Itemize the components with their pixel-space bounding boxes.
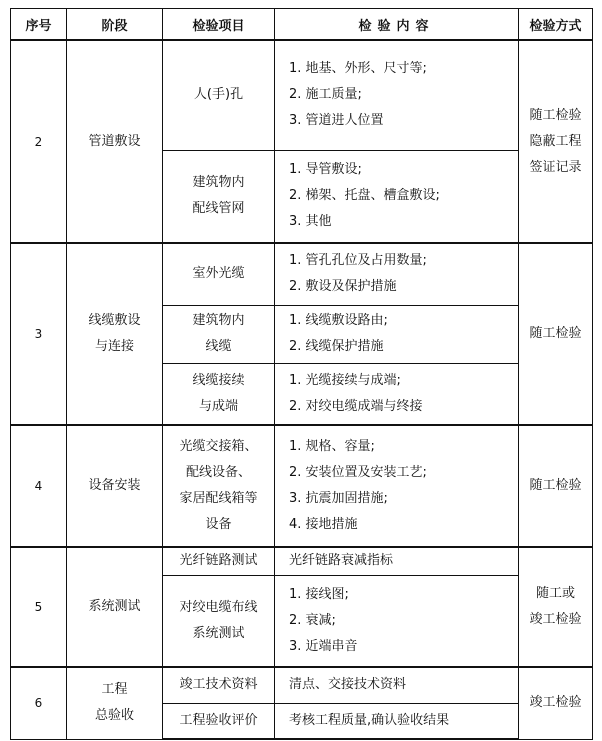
- method-line: 隐蔽工程: [529, 133, 582, 149]
- stage-line: 管道敷设: [88, 133, 141, 149]
- item-line: 与成端: [198, 398, 238, 414]
- content-line: 1. 光缆接续与成端;: [289, 372, 401, 388]
- item-cell: [163, 243, 275, 305]
- content-line: 清点、交接技术资料: [289, 677, 407, 693]
- table-row: [11, 667, 593, 703]
- item-line: 光纤链路测试: [179, 553, 258, 569]
- method-cell: [519, 547, 593, 667]
- stage-cell: [67, 40, 163, 243]
- item-line: 线缆: [205, 339, 232, 354]
- stage-line: 与连接: [94, 339, 134, 354]
- content-line: 1. 导管敷设;: [289, 162, 362, 178]
- method-line: 随工检验: [529, 107, 582, 123]
- item-line: 工程验收评价: [179, 712, 258, 728]
- header-row: [11, 9, 593, 41]
- stage-line: 系统测试: [88, 599, 141, 614]
- method-cell: [519, 40, 593, 243]
- item-cell: [163, 40, 275, 150]
- stage-line: 设备安装: [88, 478, 141, 493]
- content-line: 2. 施工质量;: [289, 87, 362, 103]
- stage-cell: [67, 547, 163, 667]
- content-cell: [275, 703, 519, 739]
- header-method: 检验方式: [519, 9, 593, 41]
- table-row: [11, 547, 593, 575]
- item-cell: [163, 667, 275, 703]
- item-line: 系统测试: [192, 625, 245, 641]
- method-cell: [519, 243, 593, 425]
- item-line: 对绞电缆布线: [179, 599, 258, 615]
- item-line: 线缆接续: [192, 372, 245, 388]
- header-item: 检验项目: [163, 9, 275, 41]
- header-no: 序号: [11, 9, 67, 41]
- content-line: 2. 线缆保护措施: [289, 339, 384, 354]
- row-number: 3: [11, 243, 67, 425]
- content-line: 2. 衰减;: [289, 612, 336, 628]
- item-line: 光缆交接箱、: [179, 439, 258, 454]
- item-cell: [163, 305, 275, 363]
- item-cell: [163, 363, 275, 425]
- stage-line: 线缆敷设: [88, 313, 141, 328]
- content-line: 3. 管道进人位置: [289, 113, 384, 129]
- content-line: 1. 地基、外形、尺寸等;: [289, 61, 427, 77]
- header-stage: 阶段: [67, 9, 163, 41]
- item-line: 室外光缆: [192, 266, 245, 282]
- row-number: 2: [11, 40, 67, 243]
- method-cell: [519, 667, 593, 739]
- content-line: 1. 接线图;: [289, 586, 349, 602]
- header-content: 检验内容: [275, 9, 519, 41]
- content-cell: [275, 150, 519, 243]
- method-line: 随工检验: [529, 478, 582, 493]
- content-line: 1. 规格、容量;: [289, 439, 375, 454]
- item-cell: [163, 150, 275, 243]
- content-cell: [275, 305, 519, 363]
- item-line: 配线管网: [192, 201, 245, 217]
- method-line: 随工或: [535, 586, 575, 601]
- method-cell: [519, 425, 593, 547]
- item-line: 建筑物内: [192, 313, 245, 328]
- row-number: 4: [11, 425, 67, 547]
- item-cell: [163, 547, 275, 575]
- method-line: 随工检验: [529, 326, 582, 341]
- item-line: 配线设备、: [185, 465, 251, 480]
- content-line: 1. 线缆敷设路由;: [289, 313, 388, 328]
- stage-line: 总验收: [94, 708, 134, 724]
- item-line: 人(手)孔: [193, 87, 244, 103]
- content-line: 4. 接地措施: [289, 517, 358, 532]
- item-cell: [163, 425, 275, 547]
- method-line: 竣工检验: [529, 695, 582, 711]
- content-line: 2. 安装位置及安装工艺;: [289, 465, 427, 480]
- item-line: 家居配线箱等: [179, 491, 258, 506]
- table-row: [11, 40, 593, 150]
- content-cell: [275, 667, 519, 703]
- row-number: 5: [11, 547, 67, 667]
- method-line: 竣工检验: [529, 612, 582, 627]
- content-line: 2. 对绞电缆成端与终接: [289, 398, 423, 414]
- content-line: 考核工程质量,确认验收结果: [289, 712, 450, 728]
- table-row: [11, 243, 593, 305]
- content-line: 3. 近端串音: [289, 638, 358, 654]
- content-line: 1. 管孔孔位及占用数量;: [289, 253, 427, 269]
- item-line: 建筑物内: [192, 175, 245, 191]
- content-cell: [275, 363, 519, 425]
- item-cell: [163, 703, 275, 739]
- item-line: 设备: [205, 517, 232, 532]
- item-line: 竣工技术资料: [179, 677, 258, 693]
- content-cell: [275, 40, 519, 150]
- content-cell: [275, 425, 519, 547]
- item-cell: [163, 575, 275, 667]
- content-line: 2. 梯架、托盘、槽盒敷设;: [289, 188, 440, 204]
- content-line: 3. 抗震加固措施;: [289, 491, 388, 506]
- stage-cell: [67, 425, 163, 547]
- content-line: 光纤链路衰减指标: [289, 553, 394, 569]
- row-number: 6: [11, 667, 67, 739]
- content-cell: [275, 575, 519, 667]
- content-line: 2. 敷设及保护措施: [289, 279, 397, 295]
- stage-cell: [67, 243, 163, 425]
- method-line: 签证记录: [529, 159, 582, 175]
- table-row: [11, 425, 593, 547]
- stage-line: 工程: [101, 682, 128, 698]
- content-line: 3. 其他: [289, 214, 332, 230]
- inspection-table: [10, 8, 593, 740]
- content-cell: [275, 243, 519, 305]
- content-cell: [275, 547, 519, 575]
- stage-cell: [67, 667, 163, 739]
